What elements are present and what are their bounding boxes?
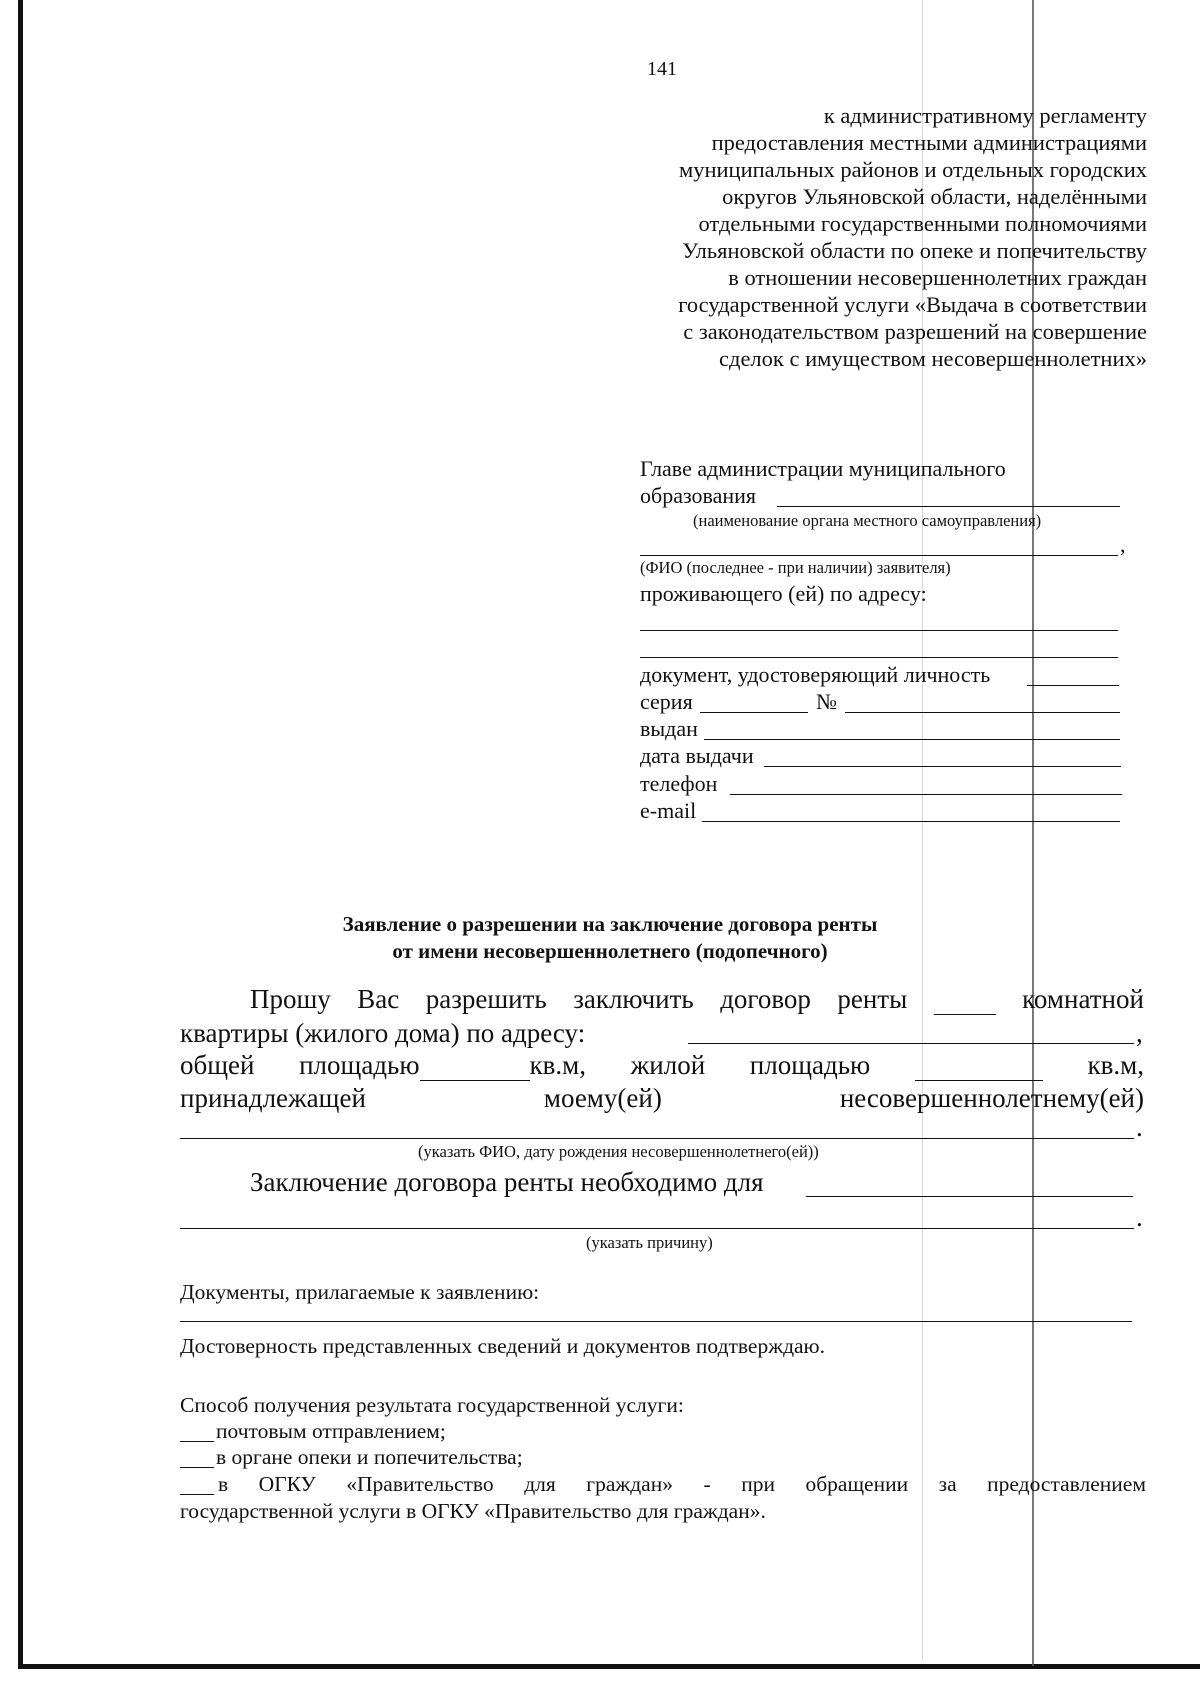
appendix-line: с законодательством разрешений на совершение bbox=[683, 319, 1147, 344]
attached-documents-label: Документы, прилагаемые к заявлению: bbox=[180, 1280, 540, 1304]
appendix-line: предоставления местными администрациями bbox=[711, 130, 1147, 155]
word: комнатной bbox=[1022, 984, 1144, 1014]
word: моему(ей) bbox=[543, 1083, 662, 1113]
word: жилой bbox=[630, 1050, 706, 1080]
word: «Правительство bbox=[346, 1472, 494, 1496]
document-title-line2: от имени несовершеннолетнего (подопечного) bbox=[392, 939, 828, 963]
request-line-3 bbox=[180, 1050, 1144, 1081]
word: несовершеннолетнему(ей) bbox=[839, 1083, 1144, 1113]
fio-comma: , bbox=[1120, 532, 1126, 557]
word: площадью bbox=[749, 1050, 871, 1080]
word: обращении bbox=[805, 1472, 909, 1496]
minor-details-hint: (указать ФИО, дату рождения несовершеннолетнего(ей)) bbox=[418, 1142, 819, 1161]
word: общей bbox=[180, 1050, 255, 1080]
address-comma: , bbox=[1136, 1018, 1143, 1048]
phone-field[interactable] bbox=[730, 794, 1122, 795]
appendix-line: государственной услуги «Выдача в соответствии bbox=[678, 292, 1147, 317]
word: граждан» bbox=[586, 1472, 673, 1496]
addressee-line2: образования bbox=[640, 483, 757, 508]
word: за bbox=[938, 1472, 957, 1496]
minor-details-field[interactable] bbox=[180, 1138, 1134, 1139]
word: договор bbox=[720, 984, 811, 1014]
series-label: серия bbox=[640, 689, 693, 714]
series-field[interactable] bbox=[700, 712, 808, 713]
address-field-2[interactable] bbox=[640, 657, 1118, 658]
delivery-heading: Способ получения результата государственной услуги: bbox=[180, 1393, 684, 1417]
word: предоставлением bbox=[987, 1472, 1146, 1496]
document-title-line1: Заявление о разрешении на заключение договора ренты bbox=[342, 912, 878, 936]
request-line-4 bbox=[180, 1083, 1144, 1114]
appendix-line: округов Ульяновской области, наделёнными bbox=[722, 184, 1147, 209]
issued-field[interactable] bbox=[704, 739, 1120, 740]
appendix-line: сделок с имуществом несовершеннолетних» bbox=[719, 346, 1147, 371]
word: кв.м, bbox=[529, 1050, 586, 1080]
purpose-field[interactable] bbox=[806, 1196, 1133, 1197]
word: кв.м, bbox=[1087, 1050, 1144, 1080]
delivery-option-ogku bbox=[218, 1472, 1146, 1497]
word: площадью bbox=[299, 1050, 420, 1080]
appendix-line: к административному регламенту bbox=[823, 103, 1147, 128]
word: Вас bbox=[357, 984, 400, 1014]
minor-details-period: . bbox=[1136, 1112, 1143, 1142]
word: для bbox=[524, 1472, 556, 1496]
id-document-label: документ, удостоверяющий личность bbox=[640, 662, 991, 687]
total-area-group bbox=[299, 1050, 586, 1081]
purpose-period: . bbox=[1136, 1202, 1143, 1232]
delivery-option-mail: почтовым отправлением; bbox=[216, 1419, 446, 1443]
issue-date-label: дата выдачи bbox=[640, 743, 754, 768]
word: ОГКУ bbox=[258, 1472, 316, 1496]
attached-documents-field[interactable] bbox=[180, 1321, 1132, 1322]
number-label: № bbox=[816, 689, 837, 714]
confirmation-text: Достоверность представленных сведений и документов подтверждаю. bbox=[180, 1334, 825, 1358]
delivery-option-guardianship: в органе опеки и попечительства; bbox=[216, 1445, 523, 1469]
issue-date-field[interactable] bbox=[764, 766, 1121, 767]
addressee-line1: Главе администрации муниципального bbox=[640, 456, 1006, 481]
address-field-1[interactable] bbox=[640, 630, 1118, 631]
request-line-2: квартиры (жилого дома) по адресу: bbox=[180, 1018, 586, 1048]
purpose-field-2[interactable] bbox=[180, 1228, 1134, 1229]
word: - bbox=[703, 1472, 711, 1496]
appendix-line: отдельными государственными полномочиями bbox=[698, 211, 1147, 236]
delivery-option-mail-checkbox[interactable] bbox=[180, 1441, 214, 1442]
number-field[interactable] bbox=[845, 712, 1120, 713]
appendix-line: Ульяновской области по опеке и попечительству bbox=[682, 238, 1147, 263]
org-name-hint: (наименование органа местного самоуправления) bbox=[693, 511, 1042, 530]
appendix-header bbox=[600, 102, 1147, 372]
email-field[interactable] bbox=[702, 821, 1120, 822]
issued-label: выдан bbox=[640, 716, 698, 741]
property-address-field[interactable] bbox=[688, 1043, 1134, 1044]
delivery-option-ogku-line2: государственной услуги в ОГКУ «Правительство для граждан». bbox=[180, 1499, 766, 1523]
purpose-label: Заключение договора ренты необходимо для bbox=[250, 1167, 764, 1197]
total-area-field[interactable] bbox=[420, 1058, 530, 1081]
applicant-fio-hint: (ФИО (последнее - при наличии) заявителя) bbox=[640, 558, 951, 577]
scan-border-bottom bbox=[18, 1664, 1200, 1669]
word: при bbox=[741, 1472, 775, 1496]
word: Прошу bbox=[250, 984, 331, 1014]
appendix-line: в отношении несовершеннолетних граждан bbox=[728, 265, 1147, 290]
word: в bbox=[218, 1472, 229, 1496]
email-label: e-mail bbox=[640, 798, 697, 823]
word: заключить bbox=[573, 984, 694, 1014]
living-area-field[interactable] bbox=[915, 1058, 1043, 1081]
residence-label: проживающего (ей) по адресу: bbox=[640, 581, 927, 606]
word: разрешить bbox=[425, 984, 547, 1014]
rooms-count-field[interactable] bbox=[934, 992, 996, 1015]
reason-hint: (указать причину) bbox=[586, 1233, 713, 1252]
applicant-fio-field[interactable] bbox=[640, 555, 1118, 556]
word: принадлежащей bbox=[180, 1083, 366, 1113]
page-number: 141 bbox=[647, 58, 677, 80]
id-document-field[interactable] bbox=[1027, 685, 1119, 686]
phone-label: телефон bbox=[640, 771, 718, 796]
request-line-1 bbox=[250, 984, 1144, 1015]
delivery-option-ogku-checkbox[interactable] bbox=[180, 1494, 214, 1495]
org-name-field[interactable] bbox=[777, 506, 1120, 507]
word: ренты bbox=[837, 984, 908, 1014]
scan-border-left bbox=[18, 0, 23, 1667]
appendix-line: муниципальных районов и отдельных городских bbox=[678, 157, 1147, 182]
delivery-option-guardianship-checkbox[interactable] bbox=[180, 1467, 214, 1468]
